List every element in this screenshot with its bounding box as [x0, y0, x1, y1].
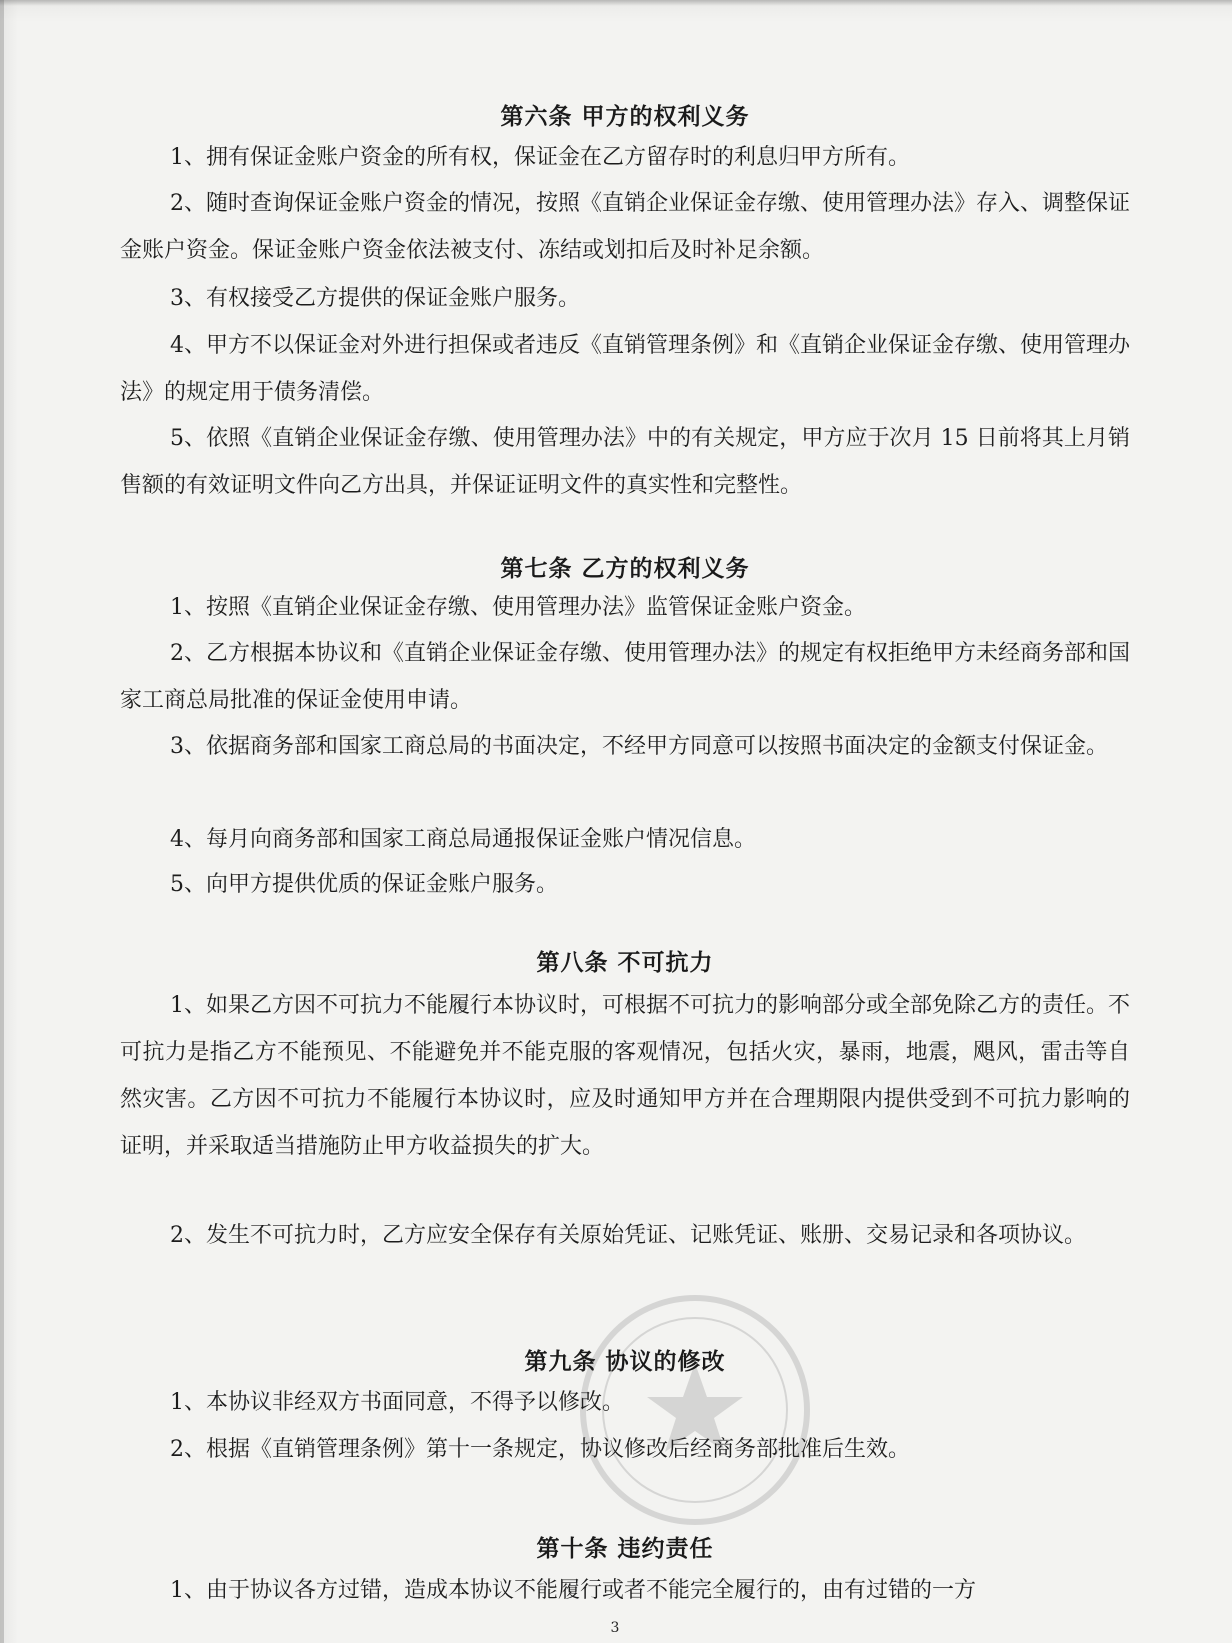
paragraph: 4、甲方不以保证金对外进行担保或者违反《直销管理条例》和《直销企业保证金存缴、使用管理办法》的规定用于债务清偿。 — [120, 333, 1131, 405]
paragraph: 1、由于协议各方过错，造成本协议不能履行或者不能完全履行的，由有过错的一方 — [170, 1578, 976, 1603]
paragraph: 2、根据《直销管理条例》第十一条规定，协议修改后经商务部批准后生效。 — [170, 1437, 910, 1462]
paragraph: 3、依据商务部和国家工商总局的书面决定，不经甲方同意可以按照书面决定的金额支付保证金。 — [170, 734, 1109, 759]
paragraph: 2、发生不可抗力时，乙方应安全保存有关原始凭证、记账凭证、账册、交易记录和各项协议。 — [170, 1223, 1087, 1248]
section-heading-10: 第十条 违约责任 — [536, 1535, 714, 1562]
paragraph: 1、本协议非经双方书面同意，不得予以修改。 — [170, 1390, 624, 1415]
paragraph: 2、随时查询保证金账户资金的情况，按照《直销企业保证金存缴、使用管理办法》存入、调整保证金账户资金。保证金账户资金依法被支付、冻结或划扣后及时补足余额。 — [120, 191, 1131, 263]
paragraph: 1、拥有保证金账户资金的所有权，保证金在乙方留存时的利息归甲方所有。 — [170, 145, 910, 170]
paragraph: 4、每月向商务部和国家工商总局通报保证金账户情况信息。 — [170, 827, 756, 852]
paragraph: 3、有权接受乙方提供的保证金账户服务。 — [170, 286, 580, 311]
section-heading-7: 第七条 乙方的权利义务 — [500, 555, 750, 582]
scan-top-shadow — [0, 0, 1232, 6]
paragraph: 2、乙方根据本协议和《直销企业保证金存缴、使用管理办法》的规定有权拒绝甲方未经商务部和国家工商总局批准的保证金使用申请。 — [120, 641, 1131, 713]
paragraph: 1、如果乙方因不可抗力不能履行本协议时，可根据不可抗力的影响部分或全部免除乙方的责任。不可抗力是指乙方不能预见、不能避免并不能克服的客观情况，包括火灾，暴雨，地震，飓风，雷击等自然灾害。乙方因不可抗力不能履行本协议时，应及时通知甲方并在合理期限内提供受到不可抗力影响的证明，并采取适当措施防止甲方收益损失的扩大。 — [120, 993, 1131, 1159]
scan-left-edge — [0, 0, 4, 1643]
paragraph: 5、向甲方提供优质的保证金账户服务。 — [170, 872, 558, 897]
section-heading-8: 第八条 不可抗力 — [536, 949, 714, 976]
section-heading-6: 第六条 甲方的权利义务 — [500, 103, 750, 130]
section-heading-9: 第九条 协议的修改 — [524, 1348, 726, 1375]
paragraph: 5、依照《直销企业保证金存缴、使用管理办法》中的有关规定，甲方应于次月 15 日前将其上月销售额的有效证明文件向乙方出具，并保证证明文件的真实性和完整性。 — [120, 426, 1130, 498]
page-number: 3 — [610, 1620, 620, 1636]
paragraph: 1、按照《直销企业保证金存缴、使用管理办法》监管保证金账户资金。 — [170, 595, 866, 620]
